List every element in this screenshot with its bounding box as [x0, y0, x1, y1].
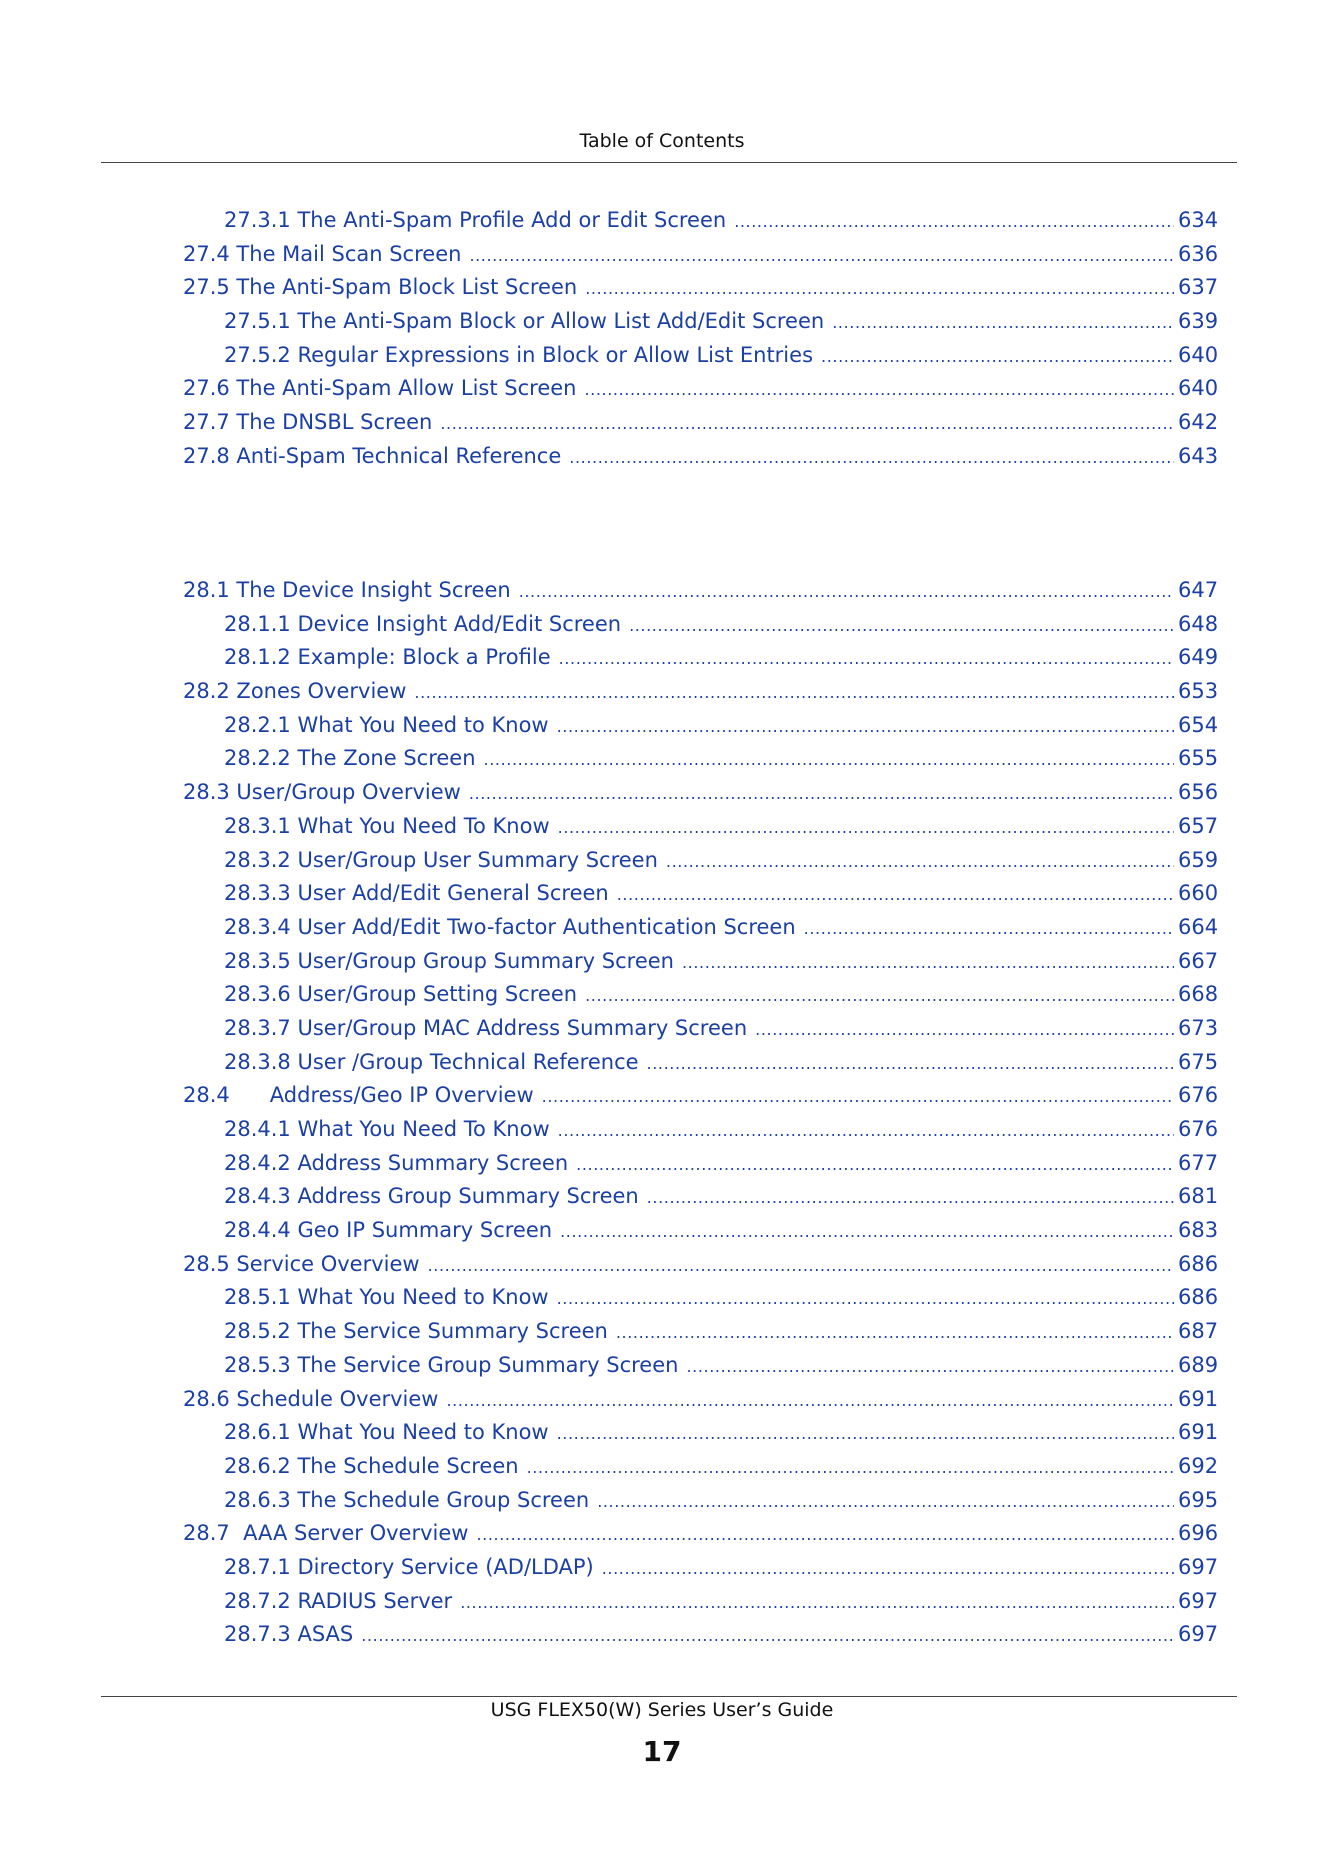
toc-dot-leader [569, 448, 1174, 467]
toc-entry[interactable] [183, 713, 1218, 747]
toc-entry-page-number: 686 [1178, 1285, 1219, 1310]
toc-entry-title: 27.7 The DNSBL Screen [183, 410, 433, 435]
toc-dot-leader [804, 919, 1174, 938]
toc-entry-page-number: 655 [1178, 746, 1219, 771]
toc-dot-leader [682, 953, 1174, 972]
toc-entry-title: 28.5.1 What You Need to Know [224, 1285, 549, 1310]
toc-entry[interactable] [183, 612, 1218, 646]
toc-entry-page-number: 636 [1178, 241, 1219, 266]
toc-entry[interactable] [183, 1589, 1218, 1623]
toc-dot-leader [666, 852, 1174, 871]
toc-entry[interactable] [183, 1252, 1218, 1286]
toc-entry-title: 27.6 The Anti-Spam Allow List Screen [183, 376, 577, 401]
toc-entry-page-number: 677 [1178, 1150, 1219, 1175]
toc-entry-title: 27.4 The Mail Scan Screen [183, 241, 462, 266]
toc-entry-page-number: 697 [1178, 1622, 1219, 1647]
toc-dot-leader [484, 750, 1174, 769]
toc-entry-page-number: 676 [1178, 1083, 1219, 1108]
toc-dot-leader [469, 784, 1174, 803]
toc-entry-page-number: 639 [1178, 309, 1219, 334]
toc-entry-title: 28.3.3 User Add/Edit General Screen [224, 881, 609, 906]
toc-dot-leader [584, 380, 1174, 399]
toc-entry-page-number: 640 [1178, 376, 1219, 401]
toc-dot-leader [559, 649, 1174, 668]
toc-dot-leader [647, 1054, 1174, 1073]
toc-entry-page-number: 683 [1178, 1218, 1219, 1243]
toc-entry[interactable] [183, 780, 1218, 814]
toc-entry-title: 28.3.5 User/Group Group Summary Screen [224, 948, 674, 973]
toc-entry-title: 28.5.3 The Service Group Summary Screen [224, 1352, 679, 1377]
toc-dot-leader [414, 683, 1174, 702]
toc-dot-leader [602, 1559, 1174, 1578]
toc-entry-page-number: 642 [1178, 410, 1219, 435]
toc-dot-leader [460, 1593, 1174, 1612]
toc-entry-title: 28.3.4 User Add/Edit Two-factor Authentication Screen [224, 914, 796, 939]
toc-dot-leader [585, 986, 1174, 1005]
toc-entry-title: 28.7 AAA Server Overview [183, 1521, 469, 1546]
toc-entry[interactable] [183, 1521, 1218, 1555]
toc-entry[interactable] [183, 746, 1218, 780]
toc-entry-title: 28.4.3 Address Group Summary Screen [224, 1184, 639, 1209]
toc-entry[interactable] [183, 444, 1218, 478]
toc-entry-page-number: 649 [1178, 645, 1219, 670]
toc-entry-title: 27.5.2 Regular Expressions in Block or Allow List Entries [224, 342, 814, 367]
toc-entry-page-number: 673 [1178, 1015, 1219, 1040]
toc-entry[interactable] [183, 1420, 1218, 1454]
header-divider [101, 162, 1237, 163]
toc-dot-leader [476, 1525, 1174, 1544]
toc-entry-page-number: 676 [1178, 1117, 1219, 1141]
toc-entry[interactable] [183, 578, 1218, 612]
toc-dot-leader [597, 1492, 1174, 1511]
toc-dot-leader [446, 1391, 1174, 1410]
toc-dot-leader [557, 1289, 1174, 1308]
toc-entry-title: 28.1.2 Example: Block a Profile [224, 645, 551, 670]
toc-entry-page-number: 643 [1178, 443, 1219, 468]
toc-entry[interactable] [183, 1285, 1218, 1319]
toc-dot-leader [616, 1323, 1174, 1342]
toc-entry-title: 28.6.2 The Schedule Screen [224, 1453, 519, 1478]
toc-entry[interactable] [183, 1319, 1218, 1353]
toc-entry-title: 28.4.2 Address Summary Screen [224, 1150, 569, 1175]
toc-entry-page-number: 691 [1178, 1420, 1219, 1445]
toc-dot-leader [469, 246, 1174, 265]
toc-entry[interactable] [183, 982, 1218, 1016]
toc-entry-page-number: 664 [1178, 914, 1219, 939]
toc-entry-page-number: 687 [1178, 1319, 1219, 1344]
toc-dot-leader [558, 818, 1174, 837]
toc-entry-title: 28.1.1 Device Insight Add/Edit Screen [224, 611, 622, 636]
page-header-title: Table of Contents [579, 130, 745, 152]
toc-entry-title: 28.4.1 What You Need To Know [224, 1117, 550, 1141]
toc-entry-page-number: 667 [1178, 948, 1219, 973]
toc-dot-leader [821, 347, 1174, 366]
toc-entry[interactable] [183, 1622, 1218, 1656]
toc-dot-leader [557, 1424, 1174, 1443]
toc-entry[interactable] [183, 343, 1218, 377]
toc-entry-title: 28.6 Schedule Overview [183, 1386, 439, 1411]
toc-dot-leader [647, 1188, 1174, 1207]
toc-entry-page-number: 689 [1178, 1352, 1219, 1377]
toc-entry-page-number: 697 [1178, 1554, 1219, 1579]
toc-entry-title: 28.5.2 The Service Summary Screen [224, 1319, 608, 1344]
toc-block-2 [183, 578, 1218, 1656]
toc-entry-title: 28.1 The Device Insight Screen [183, 578, 511, 602]
toc-dot-leader [585, 279, 1174, 298]
toc-dot-leader [755, 1020, 1174, 1039]
toc-dot-leader [832, 313, 1174, 332]
toc-entry-page-number: 686 [1178, 1251, 1219, 1276]
toc-entry[interactable] [183, 1151, 1218, 1185]
toc-dot-leader [542, 1087, 1174, 1106]
toc-entry-title: 28.6.3 The Schedule Group Screen [224, 1487, 590, 1512]
toc-dot-leader [686, 1357, 1174, 1376]
toc-entry-title: 27.3.1 The Anti-Spam Profile Add or Edit Screen [224, 208, 727, 232]
toc-entry[interactable] [183, 1555, 1218, 1589]
toc-entry-page-number: 692 [1178, 1453, 1219, 1478]
toc-entry[interactable] [183, 242, 1218, 276]
toc-entry[interactable] [183, 1184, 1218, 1218]
toc-dot-leader [557, 717, 1174, 736]
toc-entry[interactable] [183, 848, 1218, 882]
toc-entry-page-number: 657 [1178, 813, 1219, 838]
toc-entry[interactable] [183, 1353, 1218, 1387]
toc-block-1 [183, 208, 1218, 478]
toc-entry[interactable] [183, 814, 1218, 848]
toc-entry[interactable] [183, 679, 1218, 713]
toc-dot-leader [560, 1222, 1174, 1241]
footer-guide-title: USG FLEX50(W) Series User’s Guide [490, 1699, 834, 1721]
footer-page-number: 17 [642, 1735, 682, 1768]
toc-entry-title: 28.3.2 User/Group User Summary Screen [224, 847, 658, 872]
toc-entry-page-number: 675 [1178, 1049, 1219, 1074]
toc-entry[interactable] [183, 1016, 1218, 1050]
toc-entry[interactable] [183, 1387, 1218, 1421]
toc-entry-title: 28.2 Zones Overview [183, 679, 407, 704]
toc-entry-page-number: 695 [1178, 1487, 1219, 1512]
toc-entry[interactable] [183, 645, 1218, 679]
toc-entry[interactable] [183, 949, 1218, 983]
toc-entry-page-number: 681 [1178, 1184, 1219, 1209]
toc-entry-page-number: 640 [1178, 342, 1219, 367]
toc-entry[interactable] [183, 208, 1218, 242]
toc-entry-page-number: 653 [1178, 679, 1219, 704]
toc-entry-page-number: 660 [1178, 881, 1219, 906]
toc-entry-title: 28.7.1 Directory Service (AD/LDAP) [224, 1554, 594, 1579]
toc-dot-leader [576, 1155, 1174, 1174]
toc-entry-title: 28.3.6 User/Group Setting Screen [224, 982, 578, 1007]
footer-divider [101, 1696, 1237, 1697]
toc-entry-title: 28.6.1 What You Need to Know [224, 1420, 549, 1445]
toc-entry-title: 28.4.4 Geo IP Summary Screen [224, 1218, 553, 1243]
toc-entry[interactable] [183, 1454, 1218, 1488]
toc-entry-title: 28.3 User/Group Overview [183, 780, 461, 805]
toc-entry-title: 28.5 Service Overview [183, 1251, 420, 1276]
toc-entry[interactable] [183, 1488, 1218, 1522]
toc-entry-title: 28.3.1 What You Need To Know [224, 813, 550, 838]
toc-entry-title: 28.3.7 User/Group MAC Address Summary Screen [224, 1015, 748, 1040]
toc-entry-page-number: 668 [1178, 982, 1219, 1007]
toc-entry[interactable] [183, 309, 1218, 343]
toc-entry-page-number: 647 [1178, 578, 1219, 602]
toc-entry-page-number: 696 [1178, 1521, 1219, 1546]
toc-entry[interactable] [183, 410, 1218, 444]
toc-entry-page-number: 691 [1178, 1386, 1219, 1411]
toc-entry-page-number: 648 [1178, 611, 1219, 636]
toc-dot-leader [361, 1626, 1174, 1645]
toc-entry-title: 27.8 Anti-Spam Technical Reference [183, 443, 562, 468]
toc-entry-title: 27.5 The Anti-Spam Block List Screen [183, 275, 578, 300]
toc-dot-leader [558, 1121, 1174, 1140]
toc-entry[interactable] [183, 1050, 1218, 1084]
toc-entry-title: 28.2.2 The Zone Screen [224, 746, 476, 771]
toc-entry-page-number: 659 [1178, 847, 1219, 872]
toc-dot-leader [440, 414, 1174, 433]
toc-entry-page-number: 656 [1178, 780, 1219, 805]
toc-entry-title: 28.4 Address/Geo IP Overview [183, 1083, 534, 1108]
toc-dot-leader [519, 582, 1174, 601]
toc-dot-leader [428, 1256, 1174, 1275]
toc-entry-page-number: 637 [1178, 275, 1219, 300]
toc-entry-title: 27.5.1 The Anti-Spam Block or Allow List Add/Edit Screen [224, 309, 825, 334]
toc-entry-title: 28.3.8 User /Group Technical Reference [224, 1049, 639, 1074]
toc-dot-leader [617, 885, 1174, 904]
toc-entry-page-number: 697 [1178, 1588, 1219, 1613]
toc-entry[interactable] [183, 1218, 1218, 1252]
toc-entry[interactable] [183, 1117, 1218, 1151]
toc-dot-leader [527, 1458, 1174, 1477]
toc-dot-leader [629, 616, 1174, 635]
toc-entry[interactable] [183, 275, 1218, 309]
toc-entry-title: 28.2.1 What You Need to Know [224, 712, 549, 737]
toc-entry-title: 28.7.2 RADIUS Server [224, 1588, 453, 1613]
toc-entry-title: 28.7.3 ASAS [224, 1622, 354, 1647]
toc-entry[interactable] [183, 881, 1218, 915]
toc-entry-page-number: 654 [1178, 712, 1219, 737]
toc-entry-page-number: 634 [1178, 208, 1219, 232]
toc-entry[interactable] [183, 376, 1218, 410]
toc-dot-leader [734, 212, 1174, 231]
toc-entry[interactable] [183, 1083, 1218, 1117]
toc-entry[interactable] [183, 915, 1218, 949]
